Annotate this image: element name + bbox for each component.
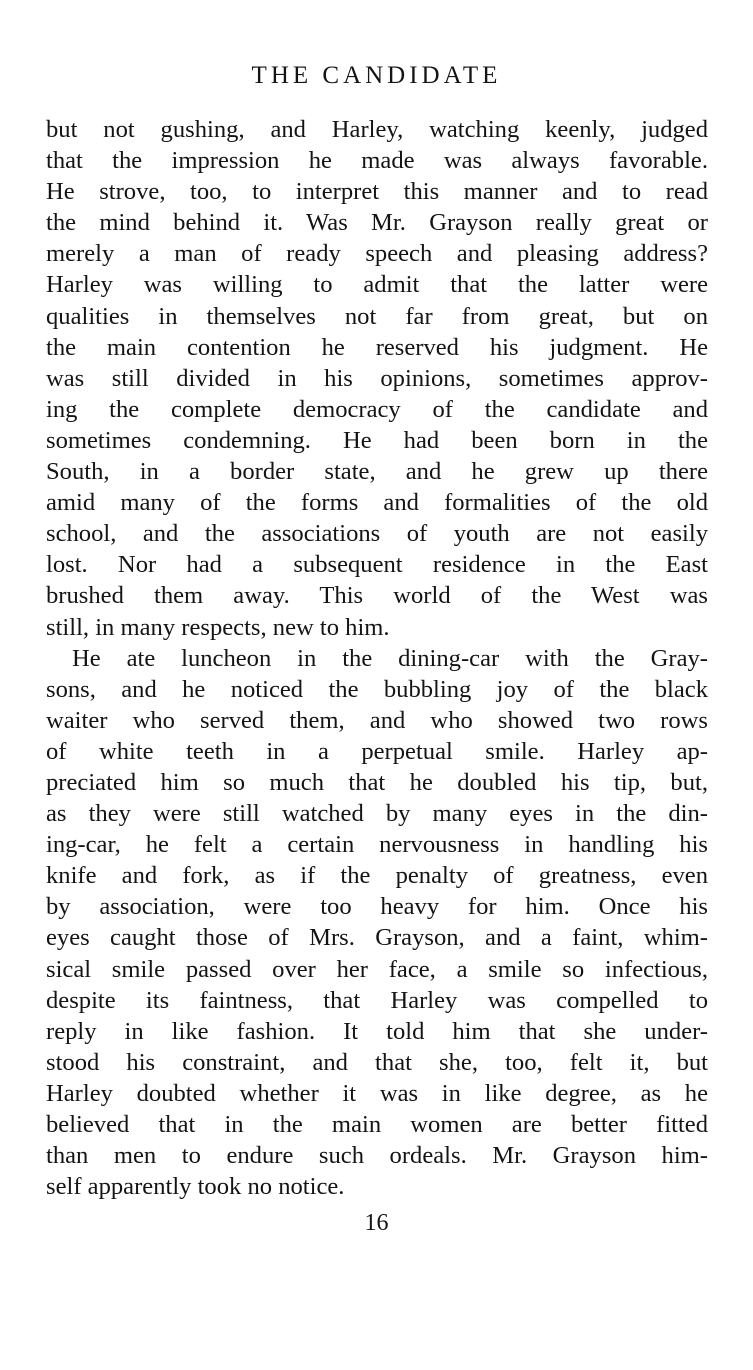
- running-head: THE CANDIDATE: [251, 62, 502, 89]
- text-line: believed that in the main women are better fitted: [46, 1111, 708, 1138]
- text-line: the mind behind it. Was Mr. Grayson really great or: [46, 209, 708, 237]
- text-line: brushed them away. This world of the West was: [46, 582, 708, 610]
- paragraph: [46, 114, 708, 643]
- text-line: sons, and he noticed the bubbling joy of the black: [46, 675, 708, 703]
- text-line: lost. Nor had a subsequent residence in the East: [46, 551, 708, 579]
- text-line: eyes caught those of Mrs. Grayson, and a faint, whim-: [46, 924, 708, 952]
- text-line: amid many of the forms and formalities of the old: [46, 489, 708, 517]
- text-line: South, in a border state, and he grew up there: [46, 458, 708, 486]
- text-line: self apparently took no notice.: [46, 1173, 345, 1201]
- text-line: despite its faintness, that Harley was compelled to: [46, 986, 708, 1014]
- text-line: reply in like fashion. It told him that she under-: [46, 1017, 708, 1045]
- text-line: that the impression he made was always favorable.: [46, 147, 708, 175]
- text-line: qualities in themselves not far from great, but on: [46, 302, 708, 330]
- text-line: sometimes condemning. He had been born in the: [46, 426, 708, 454]
- text-line: still, in many respects, new to him.: [46, 613, 390, 641]
- text-line: sical smile passed over her face, a smile so infectious,: [46, 955, 708, 983]
- text-line: ing-car, he felt a certain nervousness in handling his: [46, 831, 708, 859]
- paragraph: [46, 643, 708, 1203]
- text-line: ing the complete democracy of the candidate and: [46, 395, 708, 423]
- text-line: merely a man of ready speech and pleasing address?: [46, 240, 708, 268]
- text-line: the main contention he reserved his judgment. He: [46, 333, 708, 361]
- text-line: Harley was willing to admit that the latter were: [46, 271, 708, 299]
- text-line: school, and the associations of youth are not easily: [46, 520, 708, 548]
- text-line: than men to endure such ordeals. Mr. Grayson him-: [46, 1142, 708, 1170]
- body-text: [46, 114, 708, 1202]
- page-number: 16: [364, 1210, 389, 1236]
- text-line: He ate luncheon in the dining-car with the Gray-: [72, 644, 708, 672]
- text-line: as they were still watched by many eyes in the din-: [46, 800, 708, 828]
- text-line: Harley doubted whether it was in like degree, as he: [46, 1079, 708, 1107]
- text-line: of white teeth in a perpetual smile. Harley ap-: [46, 737, 708, 765]
- text-line: He strove, too, to interpret this manner and to read: [46, 178, 708, 206]
- text-line: by association, were too heavy for him. Once his: [46, 893, 708, 921]
- text-line: preciated him so much that he doubled his tip, but,: [46, 768, 708, 796]
- text-line: knife and fork, as if the penalty of greatness, even: [46, 862, 708, 890]
- text-line: stood his constraint, and that she, too, felt it, but: [46, 1048, 708, 1076]
- text-line: was still divided in his opinions, sometimes approv-: [46, 364, 708, 392]
- text-line: waiter who served them, and who showed two rows: [46, 706, 708, 734]
- text-line: but not gushing, and Harley, watching keenly, judged: [46, 116, 708, 143]
